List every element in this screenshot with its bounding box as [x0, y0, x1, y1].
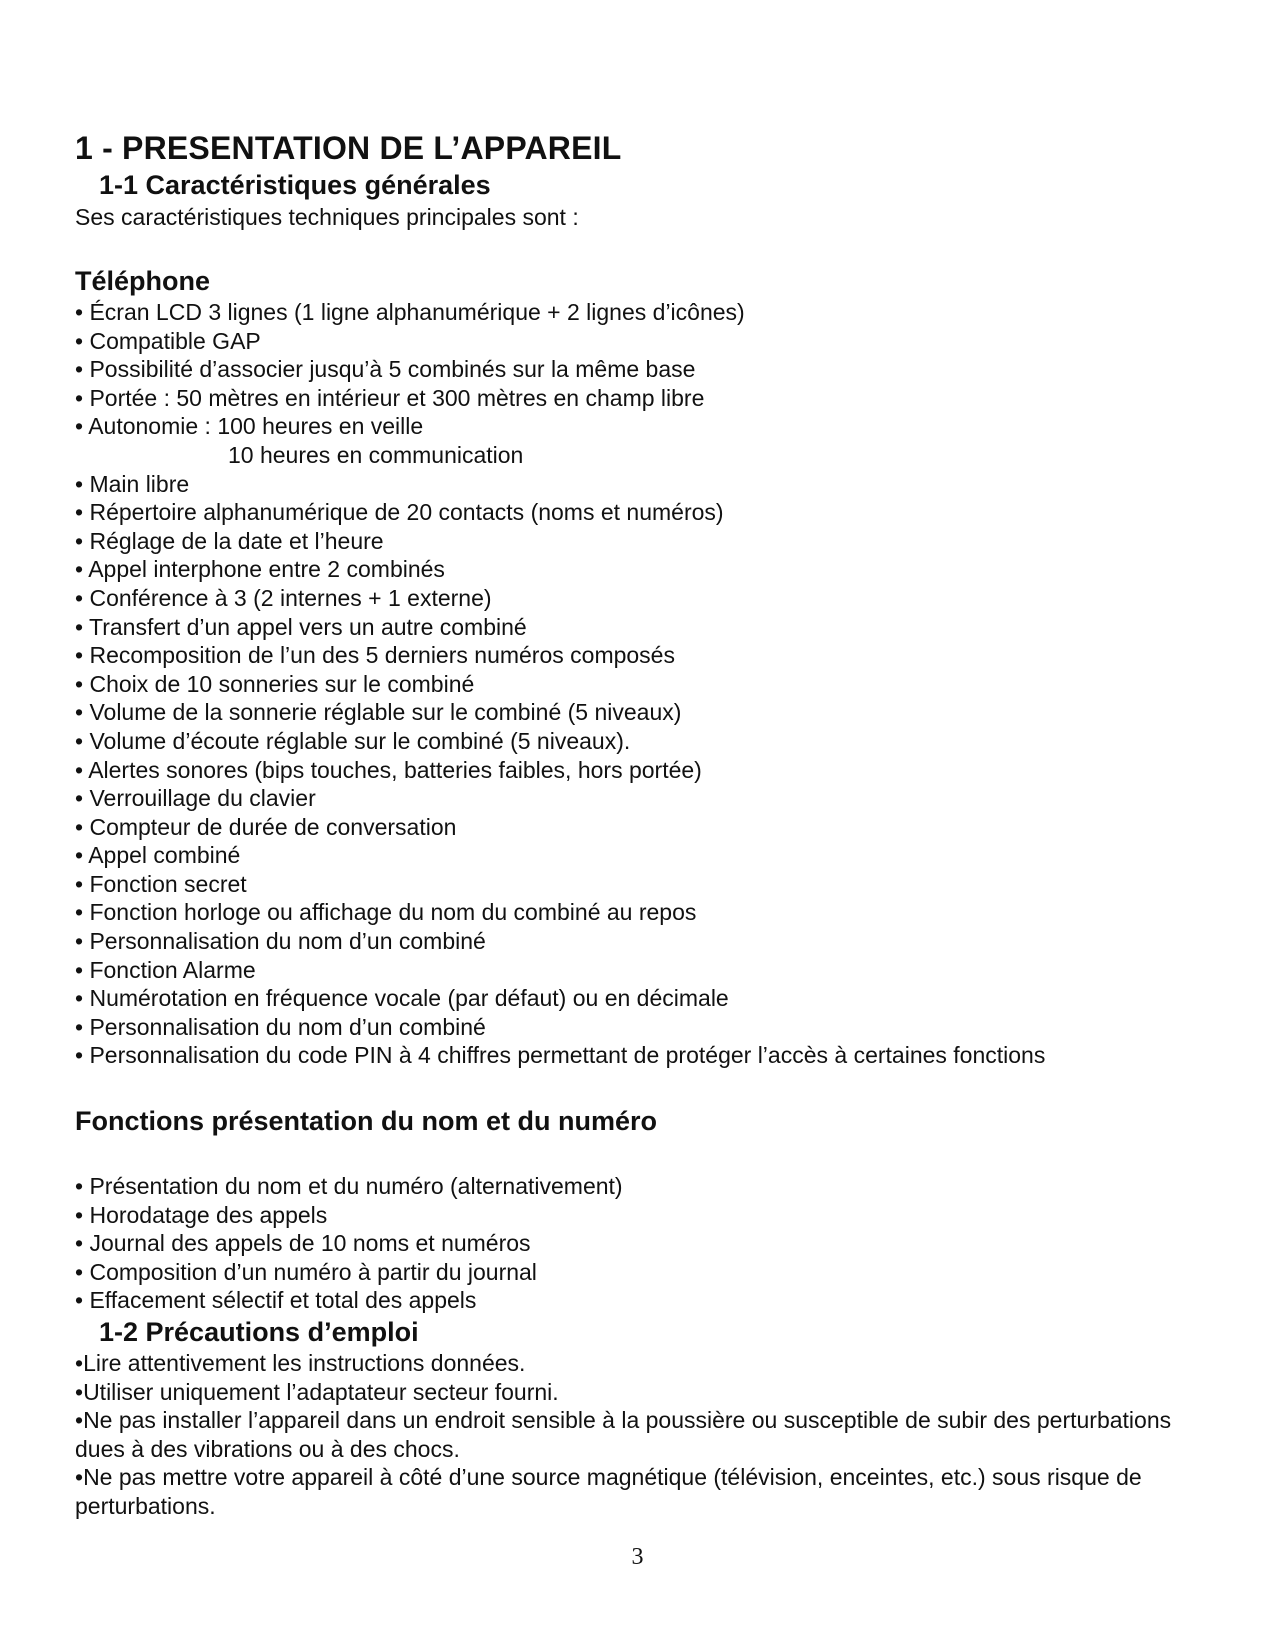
list-item-text: Composition d’un numéro à partir du journal — [89, 1258, 537, 1285]
list-item — [75, 784, 1205, 813]
list-item — [75, 298, 1205, 327]
fonctions-heading: Fonctions présentation du nom et du numéro — [75, 1106, 658, 1137]
list-item-text: Compatible GAP — [89, 327, 261, 354]
bullet-icon — [75, 728, 89, 754]
list-item — [75, 384, 1205, 413]
telephone-list-a — [75, 298, 1205, 441]
list-item-text: Présentation du nom et du numéro (alternativement) — [89, 1173, 623, 1200]
list-item — [75, 1229, 1205, 1258]
section-intro: Ses caractéristiques techniques principales sont : — [75, 204, 579, 230]
bullet-icon — [75, 985, 89, 1011]
bullet-icon — [75, 842, 88, 868]
spacer — [75, 232, 1205, 264]
bullet-icon — [75, 556, 88, 582]
bullet-icon — [75, 928, 89, 954]
bullet-icon — [75, 1259, 89, 1285]
list-item — [75, 870, 1205, 899]
list-item-text: Compteur de durée de conversation — [89, 813, 457, 840]
document-page — [75, 128, 1205, 1521]
bullet-icon — [75, 814, 89, 840]
list-item-text: Horodatage des appels — [89, 1201, 328, 1228]
list-item — [75, 1172, 1205, 1201]
list-item — [75, 412, 1205, 441]
bullet-icon — [75, 1173, 89, 1199]
bullet-icon — [75, 757, 88, 783]
list-item — [75, 841, 1205, 870]
list-item — [75, 1201, 1205, 1230]
bullet-icon — [75, 1379, 83, 1405]
bullet-icon — [75, 871, 89, 897]
list-item-text: Appel interphone entre 2 combinés — [88, 556, 445, 583]
list-item — [75, 670, 1205, 699]
list-item-text: Transfert d’un appel vers un autre combiné — [89, 613, 527, 640]
list-item — [75, 641, 1205, 670]
bullet-icon — [75, 1287, 89, 1313]
list-item — [75, 1013, 1205, 1042]
list-item — [75, 555, 1205, 584]
precaution-text: Ne pas installer l’appareil dans un endroit sensible à la poussière ou susceptible de subir des perturbations dues à des vibrations ou à des chocs. — [75, 1407, 1172, 1462]
list-item — [75, 527, 1205, 556]
precaution-item — [75, 1378, 1205, 1407]
bullet-icon — [75, 299, 89, 325]
precautions-list — [75, 1349, 1205, 1521]
list-item-text: Fonction horloge ou affichage du nom du combiné au repos — [89, 899, 697, 926]
bullet-icon — [75, 699, 89, 725]
list-item — [75, 584, 1205, 613]
precaution-text: Ne pas mettre votre appareil à côté d’une source magnétique (télévision, enceintes, etc.) sous risque de perturbations. — [75, 1464, 1142, 1519]
list-item — [75, 498, 1205, 527]
telephone-list-b — [75, 470, 1205, 1070]
list-item-text: Personnalisation du code PIN à 4 chiffres permettant de protéger l’accès à certaines fonctions — [89, 1042, 1046, 1069]
list-item — [75, 1041, 1205, 1070]
bullet-icon — [75, 1230, 89, 1256]
precaution-text: Utiliser uniquement l’adaptateur secteur fourni. — [83, 1378, 559, 1405]
list-item — [75, 956, 1205, 985]
list-item — [75, 470, 1205, 499]
list-item-text: Conférence à 3 (2 internes + 1 externe) — [89, 584, 492, 611]
list-item-text: Personnalisation du nom d’un combiné — [89, 1013, 486, 1040]
autonomie-continuation: 10 heures en communication — [228, 441, 524, 468]
list-item-text: Numérotation en fréquence vocale (par défaut) ou en décimale — [89, 985, 729, 1012]
precaution-item — [75, 1406, 1205, 1463]
list-item — [75, 327, 1205, 356]
spacer — [75, 1138, 1205, 1172]
bullet-icon — [75, 413, 88, 439]
bullet-icon — [75, 957, 89, 983]
list-item — [75, 613, 1205, 642]
list-item-text: Personnalisation du nom d’un combiné — [89, 928, 486, 955]
list-item-text: Fonction secret — [89, 870, 247, 897]
bullet-icon — [75, 1407, 83, 1433]
list-item-text: Main libre — [89, 470, 190, 497]
bullet-icon — [75, 328, 89, 354]
precaution-text: Lire attentivement les instructions données. — [83, 1350, 526, 1376]
list-item-text: Journal des appels de 10 noms et numéros — [89, 1230, 531, 1257]
bullet-icon — [75, 585, 89, 611]
bullet-icon — [75, 471, 89, 497]
precaution-item — [75, 1463, 1205, 1520]
list-item — [75, 1258, 1205, 1287]
bullet-icon — [75, 614, 89, 640]
list-item-text: Écran LCD 3 lignes (1 ligne alphanumérique + 2 lignes d’icônes) — [89, 299, 745, 325]
list-item-text: Volume d’écoute réglable sur le combiné (5 niveaux). — [89, 727, 631, 754]
page-title: 1 - PRESENTATION DE L’APPAREIL — [75, 130, 622, 166]
bullet-icon — [75, 1014, 89, 1040]
telephone-heading: Téléphone — [75, 266, 211, 296]
list-item — [75, 698, 1205, 727]
bullet-icon — [75, 1042, 89, 1068]
list-item-text: Répertoire alphanumérique de 20 contacts (noms et numéros) — [89, 499, 724, 526]
list-item — [75, 927, 1205, 956]
bullet-icon — [75, 671, 89, 697]
bullet-icon — [75, 785, 89, 811]
list-item — [75, 727, 1205, 756]
list-item — [75, 984, 1205, 1013]
bullet-icon — [75, 1202, 89, 1228]
list-item-text: Volume de la sonnerie réglable sur le combiné (5 niveaux) — [89, 699, 682, 726]
list-item-text: Verrouillage du clavier — [89, 785, 316, 812]
bullet-icon — [75, 1464, 83, 1490]
bullet-icon — [75, 1350, 83, 1376]
list-item-text: Recomposition de l’un des 5 derniers numéros composés — [89, 642, 675, 669]
section-heading-1-1: 1-1 Caractéristiques générales — [99, 170, 491, 200]
list-item-text: Possibilité d’associer jusqu’à 5 combinés sur la même base — [89, 356, 696, 383]
list-item-text: Portée : 50 mètres en intérieur et 300 mètres en champ libre — [89, 384, 705, 411]
list-item — [75, 1286, 1205, 1315]
list-item-text: Appel combiné — [88, 842, 241, 869]
fonctions-list — [75, 1172, 1205, 1315]
bullet-icon — [75, 385, 89, 411]
page-number: 3 — [631, 1544, 644, 1570]
list-item — [75, 898, 1205, 927]
list-item — [75, 813, 1205, 842]
list-item-text: Alertes sonores (bips touches, batteries faibles, hors portée) — [88, 756, 702, 783]
list-item-text: Choix de 10 sonneries sur le combiné — [89, 670, 475, 697]
list-item — [75, 355, 1205, 384]
list-item-text: Fonction Alarme — [89, 956, 256, 983]
bullet-icon — [75, 356, 89, 382]
bullet-icon — [75, 899, 89, 925]
list-item — [75, 756, 1205, 785]
list-item-text: Effacement sélectif et total des appels — [89, 1287, 477, 1314]
list-item-text: Autonomie : 100 heures en veille — [88, 413, 424, 440]
bullet-icon — [75, 499, 89, 525]
spacer — [75, 1070, 1205, 1104]
bullet-icon — [75, 528, 89, 554]
bullet-icon — [75, 642, 89, 668]
precaution-item — [75, 1349, 1205, 1378]
section-heading-1-2: 1-2 Précautions d’emploi — [99, 1317, 419, 1347]
list-item-text: Réglage de la date et l’heure — [89, 527, 384, 554]
